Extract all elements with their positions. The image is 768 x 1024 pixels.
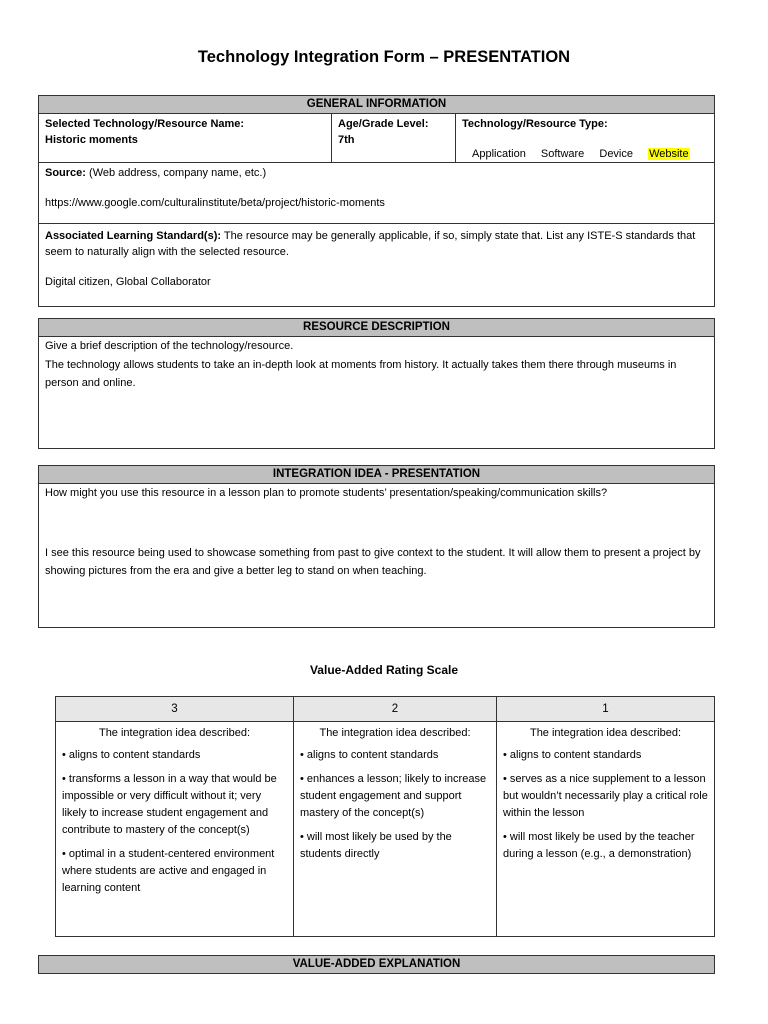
score-1-bullet-1: • aligns to content standards bbox=[503, 749, 642, 761]
source-row bbox=[39, 163, 714, 224]
score-2-bullet-2: • enhances a lesson; likely to increase student engagement and support mastery of the concept(s) bbox=[300, 773, 487, 819]
document-title: Technology Integration Form – PRESENTATION bbox=[197, 48, 571, 66]
resource-description-section bbox=[38, 318, 715, 449]
type-software: Software bbox=[540, 148, 585, 160]
score-2-header: 2 bbox=[294, 697, 497, 722]
integration-prompt: How might you use this resource in a lesson plan to promote students’ presentation/speaking/communication skills? bbox=[45, 487, 608, 499]
score-2-bullet-3: • will most likely be used by the students directly bbox=[300, 831, 452, 860]
general-row-1 bbox=[39, 114, 714, 163]
type-options bbox=[462, 146, 708, 162]
score-2-cell bbox=[294, 722, 497, 937]
standards-cell bbox=[39, 224, 714, 308]
integration-idea-body bbox=[39, 484, 714, 582]
rating-scale-body-row bbox=[56, 722, 715, 937]
score-3-bullet-3: • optimal in a student-centered environment where students are active and engaged in learning content bbox=[62, 848, 275, 894]
source-hint: (Web address, company name, etc.) bbox=[89, 167, 267, 179]
general-information-section bbox=[38, 95, 715, 307]
value-added-explanation-header: VALUE-ADDED EXPLANATION bbox=[39, 956, 714, 973]
rating-scale-header-row bbox=[56, 697, 715, 722]
type-label: Technology/Resource Type: bbox=[462, 118, 608, 130]
resource-description-header: RESOURCE DESCRIPTION bbox=[39, 319, 714, 337]
score-2-lead: The integration idea described: bbox=[319, 727, 471, 739]
resource-description-body bbox=[39, 337, 714, 394]
rating-scale-table bbox=[55, 696, 715, 937]
standards-value: Digital citizen, Global Collaborator bbox=[45, 276, 211, 288]
type-device: Device bbox=[599, 148, 633, 160]
standards-label: Associated Learning Standard(s): bbox=[45, 230, 222, 242]
score-1-bullet-3: • will most likely be used by the teacher during a lesson (e.g., a demonstration) bbox=[503, 831, 695, 860]
integration-idea-section bbox=[38, 465, 715, 628]
type-cell bbox=[456, 114, 714, 162]
score-1-lead: The integration idea described: bbox=[529, 727, 682, 739]
source-cell bbox=[39, 163, 714, 223]
score-3-bullet-1: • aligns to content standards bbox=[62, 749, 201, 761]
tech-name-label: Selected Technology/Resource Name: bbox=[45, 118, 245, 130]
general-information-header: GENERAL INFORMATION bbox=[39, 96, 714, 114]
type-website-selected: Website bbox=[649, 148, 689, 160]
score-3-cell bbox=[56, 722, 294, 937]
score-1-header: 1 bbox=[497, 697, 715, 722]
value-added-explanation-section bbox=[38, 955, 715, 974]
resource-prompt: Give a brief description of the technology/resource. bbox=[45, 340, 294, 352]
standards-row bbox=[39, 224, 714, 308]
age-value: 7th bbox=[338, 134, 355, 146]
source-value: https://www.google.com/culturalinstitute/beta/project/historic-moments bbox=[45, 197, 385, 209]
tech-name-cell bbox=[39, 114, 332, 162]
integration-answer: I see this resource being used to showcase something from past to give context to the student. It will allow them to present a project by showing pictures from the era and give a better leg to stand on when teaching. bbox=[45, 547, 701, 577]
source-label: Source: bbox=[45, 167, 86, 179]
score-3-header: 3 bbox=[56, 697, 294, 722]
score-1-bullet-2: • serves as a nice supplement to a lesson but wouldn’t necessarily play a critical role within the lesson bbox=[503, 773, 708, 819]
integration-idea-header: INTEGRATION IDEA - PRESENTATION bbox=[39, 466, 714, 484]
age-cell bbox=[332, 114, 456, 162]
score-1-cell bbox=[497, 722, 715, 937]
tech-name-value: Historic moments bbox=[45, 134, 138, 146]
type-application: Application bbox=[472, 148, 526, 160]
score-2-bullet-1: • aligns to content standards bbox=[300, 749, 439, 761]
score-3-bullet-2: • transforms a lesson in a way that would be impossible or very difficult without it; very likely to increase student engagement and contribute to mastery of the concept(s) bbox=[62, 773, 277, 836]
standards-hint: The resource may be generally applicable, if so, simply state that. List any ISTE-S standards that seem to naturally align with the selected resource. bbox=[45, 230, 696, 258]
resource-answer: The technology allows students to take an in-depth look at moments from history. It actually takes them there through museums in person and online. bbox=[45, 359, 677, 389]
score-3-lead: The integration idea described: bbox=[98, 727, 251, 739]
rating-scale-title: Value-Added Rating Scale bbox=[309, 663, 459, 677]
age-label: Age/Grade Level: bbox=[338, 118, 429, 130]
